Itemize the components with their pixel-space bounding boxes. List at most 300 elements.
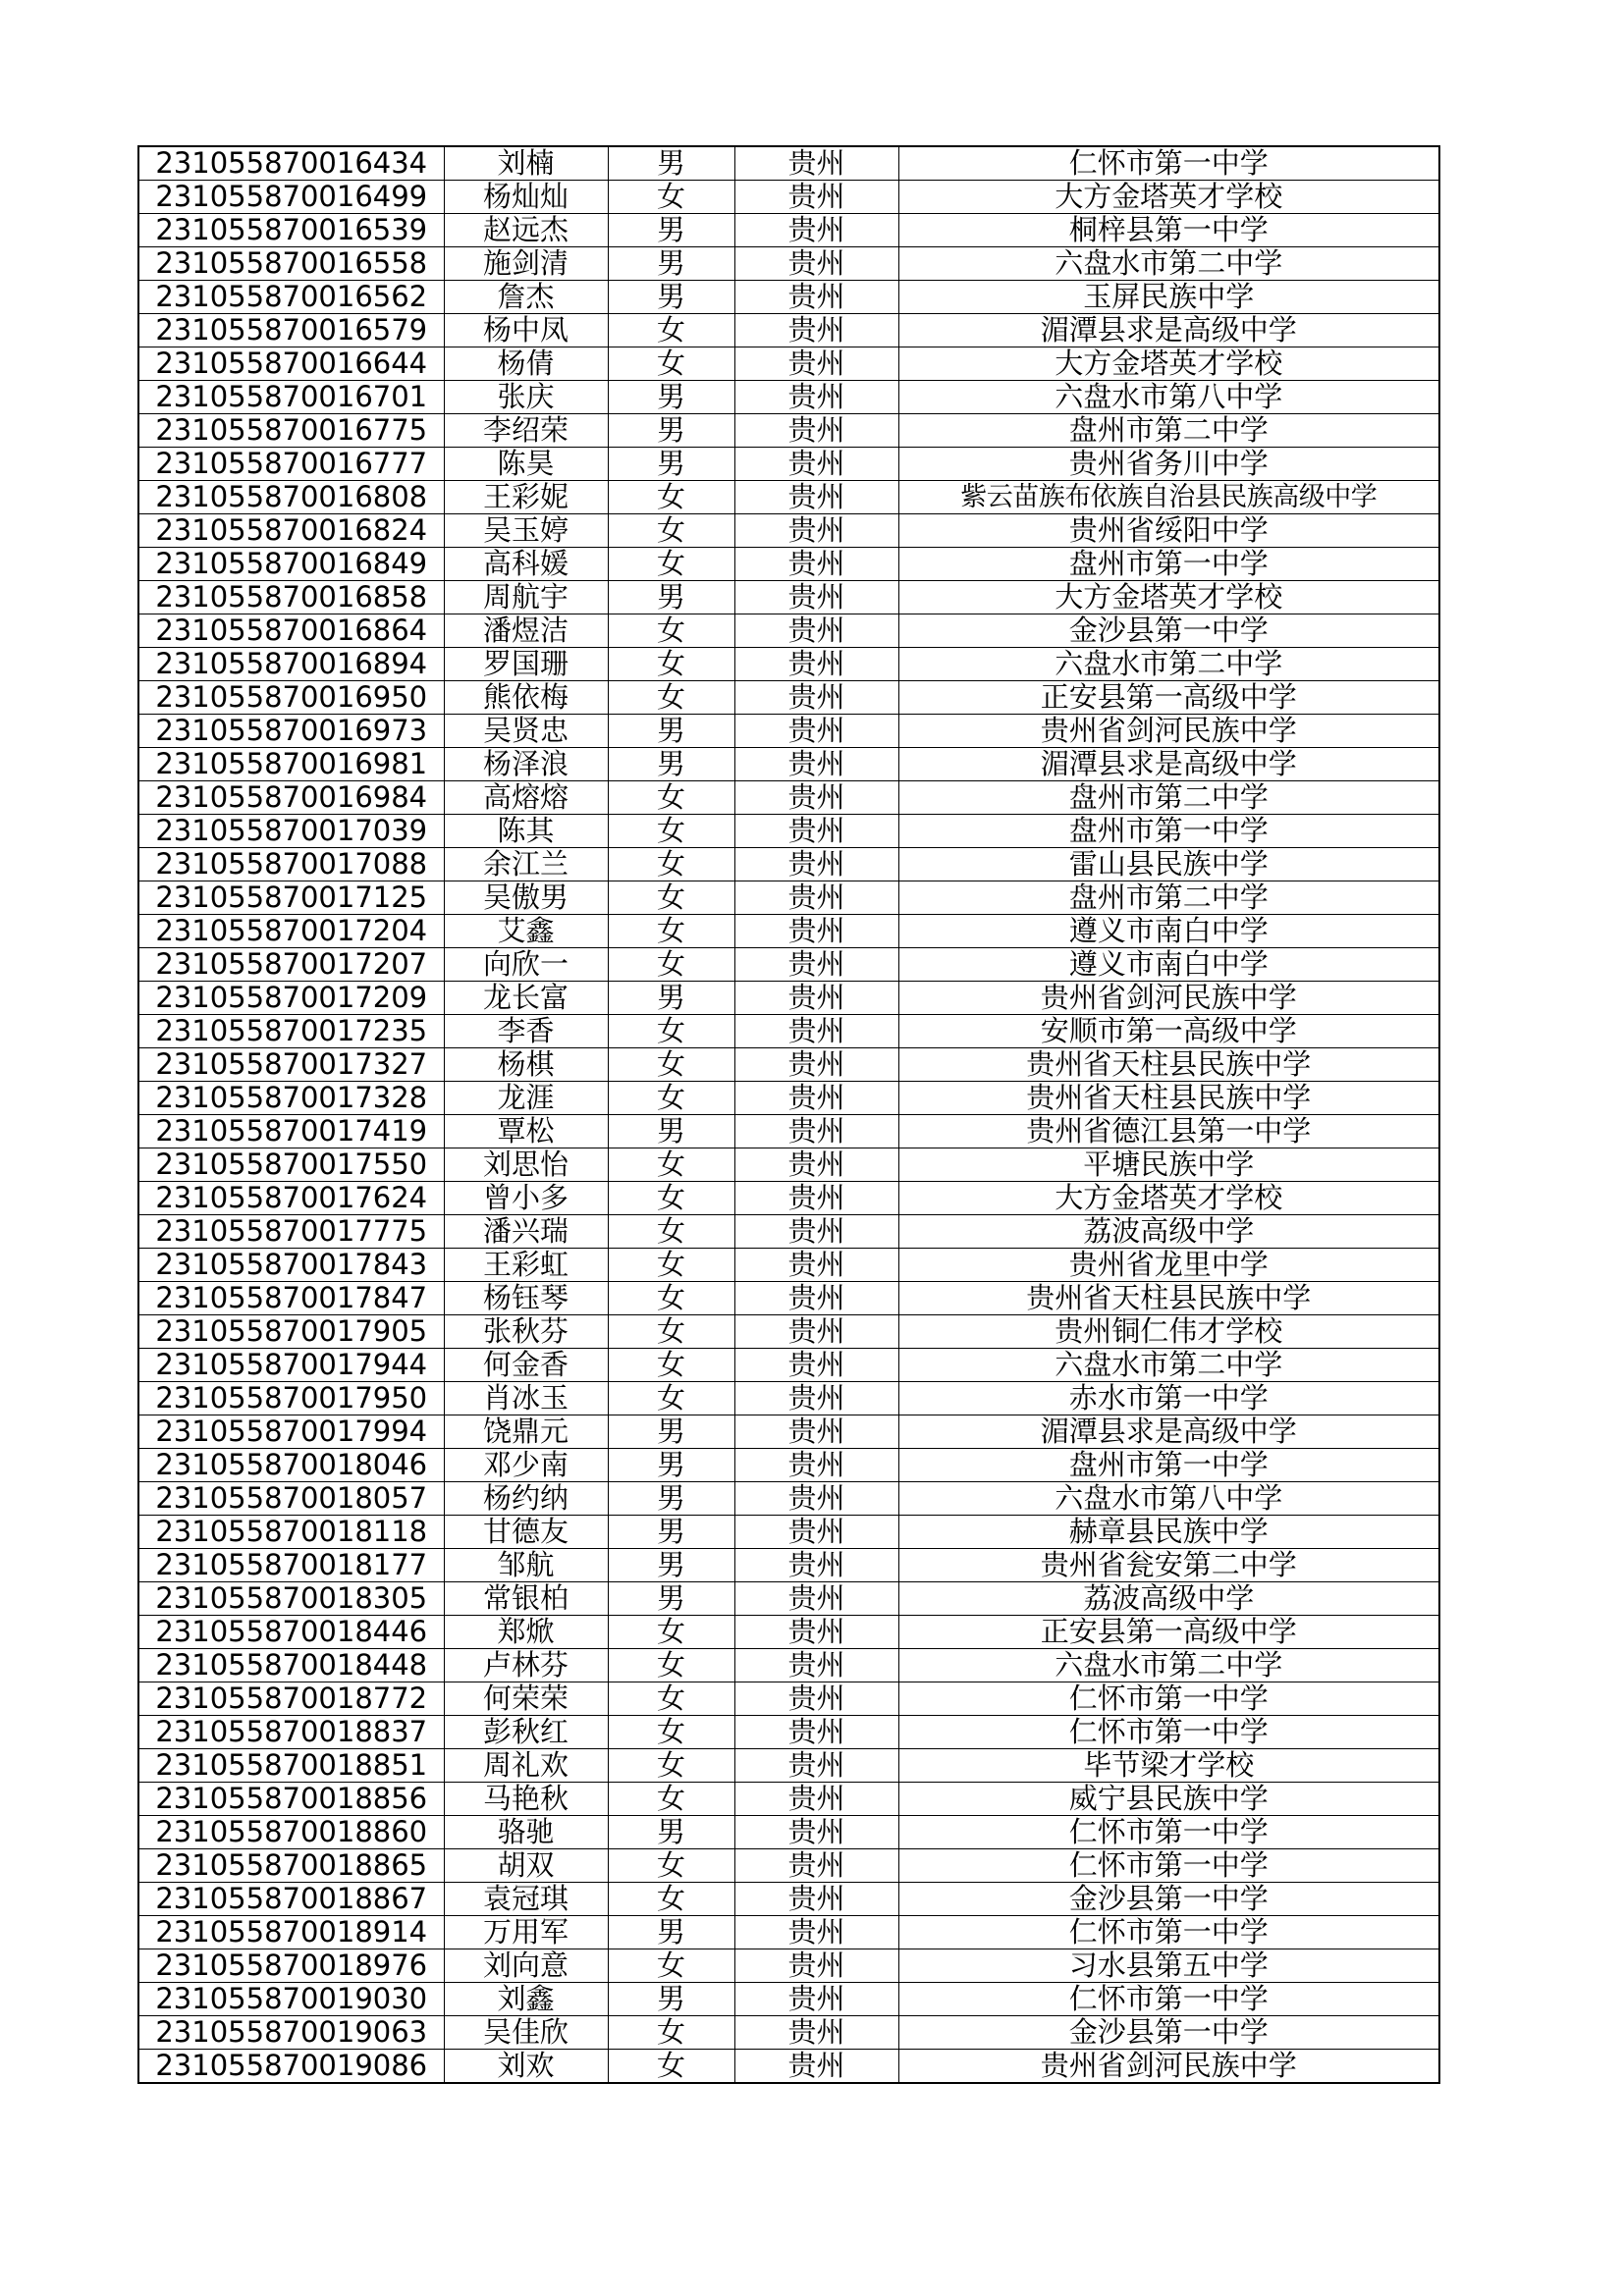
exam-id-cell: 231055870016808 <box>138 481 444 514</box>
table-row <box>138 281 1439 314</box>
name-cell: 常银柏 <box>444 1582 608 1616</box>
name-cell: 高熔熔 <box>444 781 608 815</box>
exam-id-cell: 231055870017847 <box>138 1282 444 1315</box>
table-row <box>138 1315 1439 1349</box>
table-row <box>138 748 1439 781</box>
table-row <box>138 1649 1439 1682</box>
table-row <box>138 881 1439 915</box>
school-cell: 荔波高级中学 <box>898 1215 1439 1249</box>
exam-id-cell: 231055870018057 <box>138 1482 444 1516</box>
table-row <box>138 347 1439 381</box>
province-cell: 贵州 <box>734 1082 898 1115</box>
gender-cell: 男 <box>608 1415 734 1449</box>
table-row <box>138 1816 1439 1849</box>
name-cell: 王彩虹 <box>444 1249 608 1282</box>
school-cell: 紫云苗族布依族自治县民族高级中学 <box>898 481 1439 514</box>
province-cell: 贵州 <box>734 1315 898 1349</box>
name-cell: 杨约纳 <box>444 1482 608 1516</box>
table-row <box>138 1582 1439 1616</box>
exam-id-cell: 231055870018305 <box>138 1582 444 1616</box>
school-cell: 六盘水市第八中学 <box>898 1482 1439 1516</box>
table-row <box>138 1616 1439 1649</box>
gender-cell: 女 <box>608 347 734 381</box>
province-cell: 贵州 <box>734 314 898 347</box>
exam-id-cell: 231055870016973 <box>138 715 444 748</box>
table-row <box>138 581 1439 614</box>
table-row <box>138 1115 1439 1148</box>
name-cell: 肖冰玉 <box>444 1382 608 1415</box>
province-cell: 贵州 <box>734 1148 898 1182</box>
table-row <box>138 715 1439 748</box>
exam-id-cell: 231055870019030 <box>138 1983 444 2016</box>
gender-cell: 女 <box>608 1849 734 1883</box>
exam-id-cell: 231055870018976 <box>138 1949 444 1983</box>
gender-cell: 女 <box>608 881 734 915</box>
school-cell: 遵义市南白中学 <box>898 915 1439 948</box>
province-cell: 贵州 <box>734 2016 898 2050</box>
exam-id-cell: 231055870019063 <box>138 2016 444 2050</box>
name-cell: 甘德友 <box>444 1516 608 1549</box>
gender-cell: 女 <box>608 1282 734 1315</box>
school-cell: 六盘水市第二中学 <box>898 1649 1439 1682</box>
table-row <box>138 915 1439 948</box>
exam-id-cell: 231055870017209 <box>138 982 444 1015</box>
school-cell: 盘州市第二中学 <box>898 781 1439 815</box>
gender-cell: 女 <box>608 1015 734 1048</box>
name-cell: 邓少南 <box>444 1449 608 1482</box>
school-cell: 大方金塔英才学校 <box>898 1182 1439 1215</box>
name-cell: 余江兰 <box>444 848 608 881</box>
school-cell: 六盘水市第二中学 <box>898 648 1439 681</box>
gender-cell: 女 <box>608 314 734 347</box>
table-row <box>138 314 1439 347</box>
province-cell: 贵州 <box>734 1616 898 1649</box>
name-cell: 彭秋红 <box>444 1716 608 1749</box>
province-cell: 贵州 <box>734 1482 898 1516</box>
exam-id-cell: 231055870017125 <box>138 881 444 915</box>
school-cell: 玉屏民族中学 <box>898 281 1439 314</box>
exam-id-cell: 231055870018867 <box>138 1883 444 1916</box>
gender-cell: 男 <box>608 214 734 247</box>
province-cell: 贵州 <box>734 982 898 1015</box>
school-cell: 盘州市第一中学 <box>898 1449 1439 1482</box>
exam-id-cell: 231055870017550 <box>138 1148 444 1182</box>
province-cell: 贵州 <box>734 448 898 481</box>
province-cell: 贵州 <box>734 1849 898 1883</box>
school-cell: 湄潭县求是高级中学 <box>898 1415 1439 1449</box>
name-cell: 刘楠 <box>444 146 608 181</box>
name-cell: 向欣一 <box>444 948 608 982</box>
table-row <box>138 681 1439 715</box>
exam-id-cell: 231055870016777 <box>138 448 444 481</box>
exam-id-cell: 231055870017950 <box>138 1382 444 1415</box>
school-cell: 贵州省剑河民族中学 <box>898 715 1439 748</box>
exam-id-cell: 231055870018851 <box>138 1749 444 1783</box>
school-cell: 大方金塔英才学校 <box>898 181 1439 214</box>
gender-cell: 男 <box>608 1482 734 1516</box>
table-row <box>138 1916 1439 1949</box>
exam-id-cell: 231055870016701 <box>138 381 444 414</box>
province-cell: 贵州 <box>734 1816 898 1849</box>
school-cell: 盘州市第二中学 <box>898 414 1439 448</box>
province-cell: 贵州 <box>734 1215 898 1249</box>
name-cell: 张庆 <box>444 381 608 414</box>
gender-cell: 女 <box>608 681 734 715</box>
name-cell: 罗国珊 <box>444 648 608 681</box>
school-cell: 赤水市第一中学 <box>898 1382 1439 1415</box>
name-cell: 袁冠琪 <box>444 1883 608 1916</box>
gender-cell: 男 <box>608 247 734 281</box>
gender-cell: 男 <box>608 1115 734 1148</box>
school-cell: 仁怀市第一中学 <box>898 146 1439 181</box>
gender-cell: 男 <box>608 414 734 448</box>
table-row <box>138 448 1439 481</box>
exam-id-cell: 231055870016849 <box>138 548 444 581</box>
name-cell: 何荣荣 <box>444 1682 608 1716</box>
gender-cell: 女 <box>608 1783 734 1816</box>
gender-cell: 女 <box>608 815 734 848</box>
school-cell: 雷山县民族中学 <box>898 848 1439 881</box>
school-cell: 贵州省龙里中学 <box>898 1249 1439 1282</box>
exam-id-cell: 231055870018448 <box>138 1649 444 1682</box>
province-cell: 贵州 <box>734 1649 898 1682</box>
name-cell: 李绍荣 <box>444 414 608 448</box>
name-cell: 杨倩 <box>444 347 608 381</box>
gender-cell: 男 <box>608 1582 734 1616</box>
name-cell: 饶鼎元 <box>444 1415 608 1449</box>
school-cell: 贵州省天柱县民族中学 <box>898 1282 1439 1315</box>
gender-cell: 女 <box>608 1682 734 1716</box>
name-cell: 吴傲男 <box>444 881 608 915</box>
province-cell: 贵州 <box>734 1516 898 1549</box>
gender-cell: 女 <box>608 1249 734 1282</box>
school-cell: 毕节梁才学校 <box>898 1749 1439 1783</box>
table-row <box>138 1849 1439 1883</box>
school-cell: 金沙县第一中学 <box>898 1883 1439 1916</box>
exam-id-cell: 231055870019086 <box>138 2050 444 2084</box>
province-cell: 贵州 <box>734 1449 898 1482</box>
province-cell: 贵州 <box>734 281 898 314</box>
table-row <box>138 648 1439 681</box>
table-row <box>138 1716 1439 1749</box>
table-row <box>138 1983 1439 2016</box>
province-cell: 贵州 <box>734 915 898 948</box>
gender-cell: 女 <box>608 781 734 815</box>
gender-cell: 男 <box>608 381 734 414</box>
name-cell: 刘向意 <box>444 1949 608 1983</box>
province-cell: 贵州 <box>734 414 898 448</box>
province-cell: 贵州 <box>734 381 898 414</box>
table-row <box>138 1549 1439 1582</box>
gender-cell: 男 <box>608 581 734 614</box>
name-cell: 詹杰 <box>444 281 608 314</box>
candidate-table-body <box>138 146 1439 2083</box>
school-cell: 贵州省绥阳中学 <box>898 514 1439 548</box>
province-cell: 贵州 <box>734 1549 898 1582</box>
province-cell: 贵州 <box>734 548 898 581</box>
province-cell: 贵州 <box>734 948 898 982</box>
table-row <box>138 2050 1439 2084</box>
school-cell: 仁怀市第一中学 <box>898 1983 1439 2016</box>
exam-id-cell: 231055870018865 <box>138 1849 444 1883</box>
school-cell: 贵州省务川中学 <box>898 448 1439 481</box>
exam-id-cell: 231055870016981 <box>138 748 444 781</box>
table-row <box>138 514 1439 548</box>
name-cell: 赵远杰 <box>444 214 608 247</box>
school-cell: 大方金塔英才学校 <box>898 347 1439 381</box>
table-row <box>138 781 1439 815</box>
table-row <box>138 181 1439 214</box>
school-cell: 贵州省天柱县民族中学 <box>898 1082 1439 1115</box>
table-row <box>138 548 1439 581</box>
exam-id-cell: 231055870017905 <box>138 1315 444 1349</box>
province-cell: 贵州 <box>734 247 898 281</box>
table-row <box>138 1015 1439 1048</box>
name-cell: 曾小多 <box>444 1182 608 1215</box>
gender-cell: 男 <box>608 448 734 481</box>
name-cell: 覃松 <box>444 1115 608 1148</box>
school-cell: 六盘水市第二中学 <box>898 1349 1439 1382</box>
name-cell: 潘煜洁 <box>444 614 608 648</box>
name-cell: 陈其 <box>444 815 608 848</box>
table-row <box>138 1182 1439 1215</box>
exam-id-cell: 231055870017088 <box>138 848 444 881</box>
province-cell: 贵州 <box>734 1883 898 1916</box>
table-row <box>138 1349 1439 1382</box>
exam-id-cell: 231055870018046 <box>138 1449 444 1482</box>
school-cell: 仁怀市第一中学 <box>898 1849 1439 1883</box>
gender-cell: 女 <box>608 1148 734 1182</box>
school-cell: 贵州省剑河民族中学 <box>898 2050 1439 2084</box>
school-cell: 金沙县第一中学 <box>898 2016 1439 2050</box>
gender-cell: 女 <box>608 1315 734 1349</box>
gender-cell: 男 <box>608 1916 734 1949</box>
gender-cell: 女 <box>608 1082 734 1115</box>
name-cell: 郑焮 <box>444 1616 608 1649</box>
gender-cell: 女 <box>608 1949 734 1983</box>
gender-cell: 男 <box>608 1549 734 1582</box>
gender-cell: 女 <box>608 2016 734 2050</box>
exam-id-cell: 231055870018177 <box>138 1549 444 1582</box>
province-cell: 贵州 <box>734 1983 898 2016</box>
province-cell: 贵州 <box>734 748 898 781</box>
exam-id-cell: 231055870018772 <box>138 1682 444 1716</box>
gender-cell: 女 <box>608 1649 734 1682</box>
name-cell: 张秋芬 <box>444 1315 608 1349</box>
exam-id-cell: 231055870017775 <box>138 1215 444 1249</box>
name-cell: 施剑清 <box>444 247 608 281</box>
province-cell: 贵州 <box>734 1115 898 1148</box>
province-cell: 贵州 <box>734 1349 898 1382</box>
name-cell: 刘欢 <box>444 2050 608 2084</box>
exam-id-cell: 231055870017207 <box>138 948 444 982</box>
table-row <box>138 414 1439 448</box>
name-cell: 吴佳欣 <box>444 2016 608 2050</box>
name-cell: 胡双 <box>444 1849 608 1883</box>
province-cell: 贵州 <box>734 815 898 848</box>
table-row <box>138 146 1439 181</box>
table-row <box>138 1215 1439 1249</box>
table-row <box>138 1883 1439 1916</box>
gender-cell: 女 <box>608 1749 734 1783</box>
name-cell: 高科媛 <box>444 548 608 581</box>
name-cell: 杨灿灿 <box>444 181 608 214</box>
name-cell: 吴玉婷 <box>444 514 608 548</box>
gender-cell: 女 <box>608 1048 734 1082</box>
table-row <box>138 815 1439 848</box>
school-cell: 湄潭县求是高级中学 <box>898 314 1439 347</box>
exam-id-cell: 231055870017419 <box>138 1115 444 1148</box>
exam-id-cell: 231055870016775 <box>138 414 444 448</box>
province-cell: 贵州 <box>734 1716 898 1749</box>
table-row <box>138 1048 1439 1082</box>
gender-cell: 女 <box>608 548 734 581</box>
province-cell: 贵州 <box>734 581 898 614</box>
exam-id-cell: 231055870016894 <box>138 648 444 681</box>
table-row <box>138 848 1439 881</box>
province-cell: 贵州 <box>734 214 898 247</box>
school-cell: 贵州铜仁伟才学校 <box>898 1315 1439 1349</box>
gender-cell: 男 <box>608 1983 734 2016</box>
table-row <box>138 948 1439 982</box>
school-cell: 仁怀市第一中学 <box>898 1682 1439 1716</box>
table-row <box>138 1682 1439 1716</box>
name-cell: 周礼欢 <box>444 1749 608 1783</box>
school-cell: 正安县第一高级中学 <box>898 681 1439 715</box>
school-cell: 习水县第五中学 <box>898 1949 1439 1983</box>
gender-cell: 男 <box>608 1816 734 1849</box>
table-row <box>138 1516 1439 1549</box>
name-cell: 潘兴瑞 <box>444 1215 608 1249</box>
province-cell: 贵州 <box>734 1916 898 1949</box>
province-cell: 贵州 <box>734 681 898 715</box>
province-cell: 贵州 <box>734 1415 898 1449</box>
province-cell: 贵州 <box>734 1015 898 1048</box>
province-cell: 贵州 <box>734 146 898 181</box>
table-row <box>138 214 1439 247</box>
name-cell: 邹航 <box>444 1549 608 1582</box>
province-cell: 贵州 <box>734 347 898 381</box>
gender-cell: 女 <box>608 514 734 548</box>
table-row <box>138 614 1439 648</box>
province-cell: 贵州 <box>734 1682 898 1716</box>
school-cell: 桐梓县第一中学 <box>898 214 1439 247</box>
gender-cell: 女 <box>608 481 734 514</box>
gender-cell: 女 <box>608 648 734 681</box>
exam-id-cell: 231055870016984 <box>138 781 444 815</box>
table-row <box>138 1382 1439 1415</box>
exam-id-cell: 231055870017944 <box>138 1349 444 1382</box>
name-cell: 卢林芬 <box>444 1649 608 1682</box>
gender-cell: 女 <box>608 1716 734 1749</box>
name-cell: 吴贤忠 <box>444 715 608 748</box>
school-cell: 贵州省剑河民族中学 <box>898 982 1439 1015</box>
school-cell: 湄潭县求是高级中学 <box>898 748 1439 781</box>
exam-id-cell: 231055870017328 <box>138 1082 444 1115</box>
gender-cell: 女 <box>608 1349 734 1382</box>
table-row <box>138 1449 1439 1482</box>
table-row <box>138 247 1439 281</box>
exam-id-cell: 231055870018446 <box>138 1616 444 1649</box>
candidate-table <box>137 145 1440 2084</box>
exam-id-cell: 231055870016858 <box>138 581 444 614</box>
province-cell: 贵州 <box>734 881 898 915</box>
name-cell: 刘鑫 <box>444 1983 608 2016</box>
name-cell: 何金香 <box>444 1349 608 1382</box>
gender-cell: 男 <box>608 281 734 314</box>
name-cell: 杨中凤 <box>444 314 608 347</box>
gender-cell: 男 <box>608 715 734 748</box>
name-cell: 王彩妮 <box>444 481 608 514</box>
name-cell: 杨棋 <box>444 1048 608 1082</box>
exam-id-cell: 231055870018837 <box>138 1716 444 1749</box>
table-row <box>138 1249 1439 1282</box>
gender-cell: 女 <box>608 848 734 881</box>
name-cell: 龙长富 <box>444 982 608 1015</box>
gender-cell: 女 <box>608 1182 734 1215</box>
exam-id-cell: 231055870017994 <box>138 1415 444 1449</box>
school-cell: 平塘民族中学 <box>898 1148 1439 1182</box>
gender-cell: 女 <box>608 1215 734 1249</box>
gender-cell: 女 <box>608 2050 734 2084</box>
province-cell: 贵州 <box>734 781 898 815</box>
province-cell: 贵州 <box>734 1249 898 1282</box>
school-cell: 遵义市南白中学 <box>898 948 1439 982</box>
name-cell: 刘思怡 <box>444 1148 608 1182</box>
exam-id-cell: 231055870017843 <box>138 1249 444 1282</box>
school-cell: 盘州市第一中学 <box>898 815 1439 848</box>
school-cell: 正安县第一高级中学 <box>898 1616 1439 1649</box>
table-row <box>138 1749 1439 1783</box>
province-cell: 贵州 <box>734 481 898 514</box>
name-cell: 周航宇 <box>444 581 608 614</box>
exam-id-cell: 231055870017204 <box>138 915 444 948</box>
gender-cell: 男 <box>608 748 734 781</box>
gender-cell: 男 <box>608 1449 734 1482</box>
school-cell: 金沙县第一中学 <box>898 614 1439 648</box>
table-row <box>138 481 1439 514</box>
table-row <box>138 1082 1439 1115</box>
exam-id-cell: 231055870016644 <box>138 347 444 381</box>
table-row <box>138 2016 1439 2050</box>
province-cell: 贵州 <box>734 1182 898 1215</box>
province-cell: 贵州 <box>734 1282 898 1315</box>
province-cell: 贵州 <box>734 1048 898 1082</box>
name-cell: 马艳秋 <box>444 1783 608 1816</box>
gender-cell: 女 <box>608 614 734 648</box>
gender-cell: 女 <box>608 948 734 982</box>
school-cell: 威宁县民族中学 <box>898 1783 1439 1816</box>
exam-id-cell: 231055870016434 <box>138 146 444 181</box>
province-cell: 贵州 <box>734 1949 898 1983</box>
province-cell: 贵州 <box>734 614 898 648</box>
school-cell: 安顺市第一高级中学 <box>898 1015 1439 1048</box>
school-cell: 仁怀市第一中学 <box>898 1716 1439 1749</box>
school-cell: 盘州市第一中学 <box>898 548 1439 581</box>
name-cell: 熊依梅 <box>444 681 608 715</box>
name-cell: 万用军 <box>444 1916 608 1949</box>
exam-id-cell: 231055870017039 <box>138 815 444 848</box>
province-cell: 贵州 <box>734 1382 898 1415</box>
exam-id-cell: 231055870016562 <box>138 281 444 314</box>
table-row <box>138 381 1439 414</box>
school-cell: 贵州省瓮安第二中学 <box>898 1549 1439 1582</box>
gender-cell: 女 <box>608 1382 734 1415</box>
table-row <box>138 1415 1439 1449</box>
exam-id-cell: 231055870016864 <box>138 614 444 648</box>
exam-id-cell: 231055870018860 <box>138 1816 444 1849</box>
province-cell: 贵州 <box>734 181 898 214</box>
